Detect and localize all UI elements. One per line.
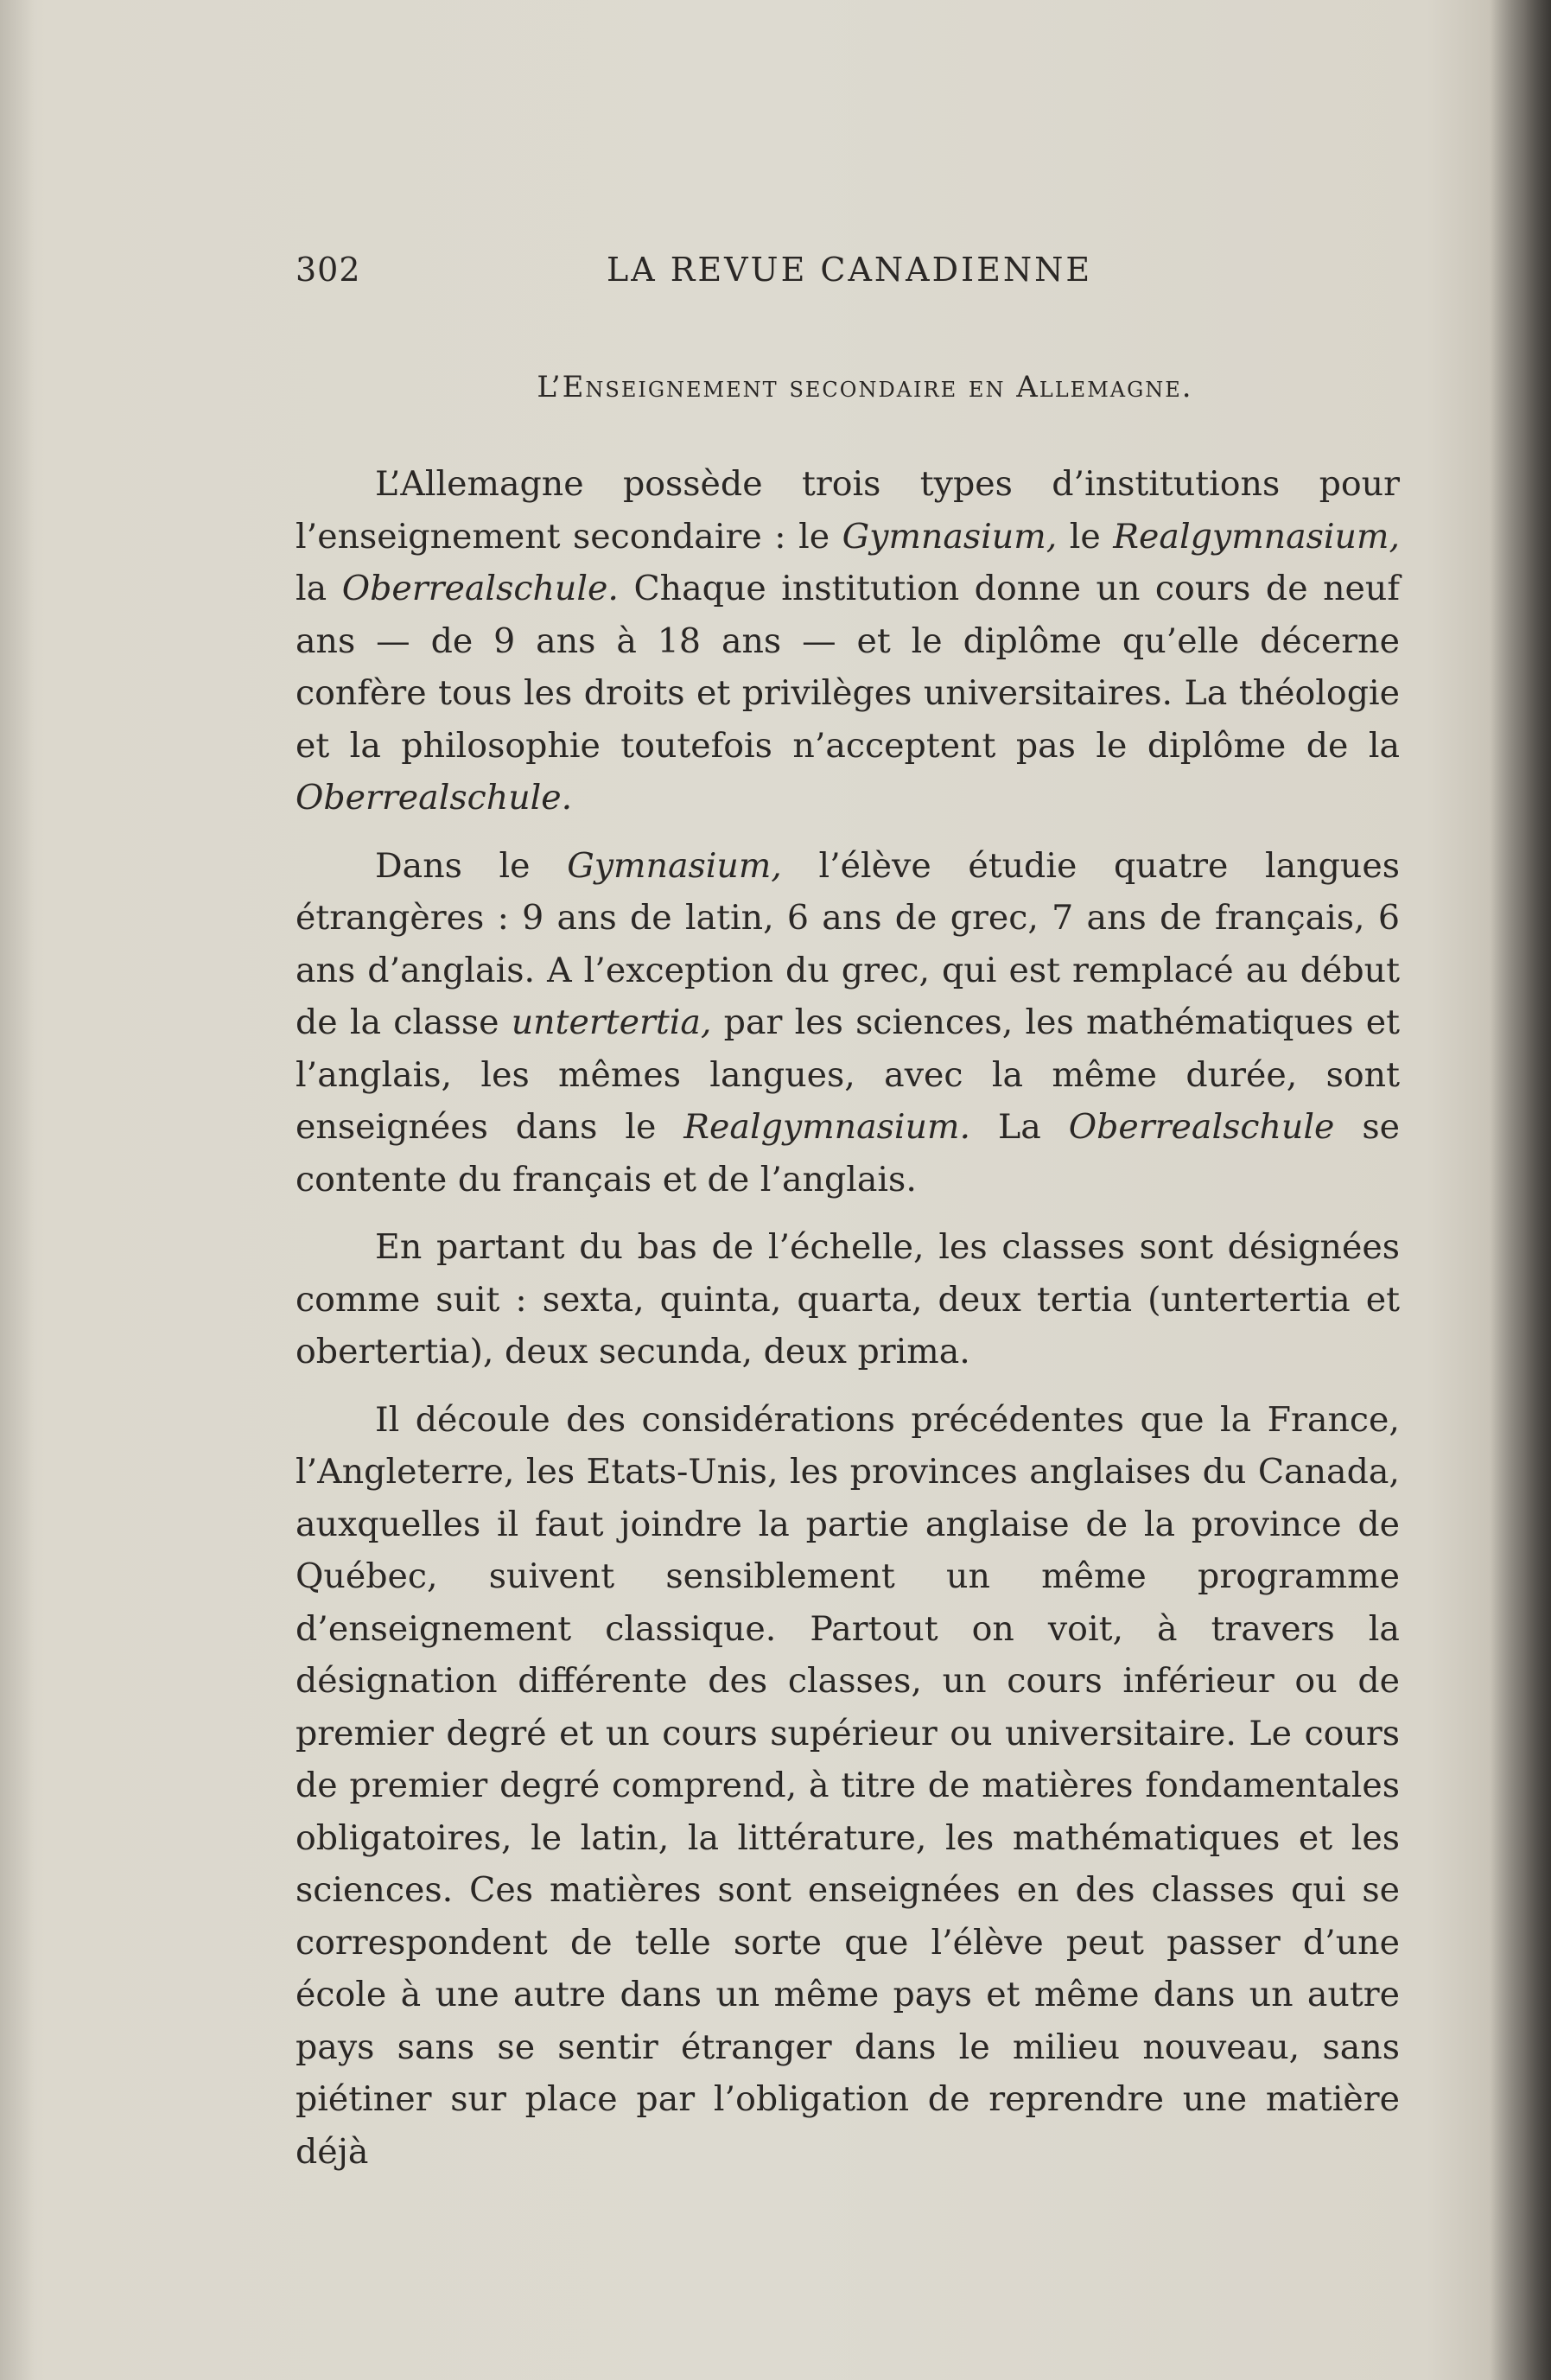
text-run: L’Allemagne possède trois types d’institutions pour l’enseignement secondaire : le	[296, 464, 1400, 557]
page-edge-shadow	[0, 0, 35, 2380]
italic-term: Oberrealschule.	[296, 778, 573, 818]
text-run: la	[296, 569, 342, 608]
article-title: L’Enseignement secondaire en Allemagne.	[537, 370, 1193, 404]
italic-term: Oberrealschule.	[341, 569, 619, 608]
page-number: 302	[296, 251, 361, 289]
italic-term: untertertia,	[511, 1002, 712, 1042]
text-run: l’élève étudie quatre langues étrangères : 9 ans de latin, 6 ans de grec, 7 ans de français, 6 ans d’anglais. A l’exception du grec, qui est remplacé au début de la classe	[296, 845, 1400, 1042]
paragraph-3: En partant du bas de l’échelle, les classes sont désignées comme suit : sexta, quinta, quarta, deux tertia (untertertia et obertertia), deux secunda, deux prima.	[296, 1227, 1400, 1371]
italic-term: Gymnasium,	[567, 845, 782, 886]
italic-term: Oberrealschule	[1068, 1107, 1335, 1147]
italic-term: Realgymnasium,	[1113, 516, 1400, 557]
binding-shadow	[1491, 0, 1551, 2380]
text-run: Chaque institution donne un cours de neuf ans — de 9 ans à 18 ans — et le diplôme qu’elle décerne confère tous les droits et privilèges universitaires. La théologie et la philosophie toutefois n’acceptent pas le diplôme de la	[296, 569, 1400, 766]
italic-term: Gymnasium,	[842, 516, 1058, 557]
paragraph-2	[296, 840, 1400, 1206]
text-run: Dans le	[375, 845, 568, 886]
text-run: La	[970, 1107, 1069, 1147]
paragraph-1	[296, 458, 1400, 824]
text-run: se contente du français et de l’anglais.	[296, 1107, 1400, 1200]
paragraph-4: Il découle des considérations précédentes que la France, l’Angleterre, les Etats-Unis, les provinces anglaises du Canada, auxquelles il faut joindre la partie anglaise de la province de Québec, suivent sensiblement un même programme d’enseignement classique. Partout on voit, à travers la désignation différente des classes, un cours inférieur ou de premier degré et un cours supérieur ou universitaire. Le cours de premier degré comprend, à titre de matières fondamentales obligatoires, le latin, la littérature, les mathématiques et les sciences. Ces matières sont enseignées en des classes qui se correspondent de telle sorte que l’élève peut passer d’une école à une autre dans un même pays et même dans un autre pays sans se sentir étranger dans le milieu nouveau, sans piétiner sur place par l’obligation de reprendre une matière déjà	[296, 1399, 1400, 2172]
text-run: le	[1057, 516, 1114, 557]
journal-title: LA REVUE CANADIENNE	[607, 251, 1093, 289]
text-run: par les sciences, les mathématiques et l’anglais, les mêmes langues, avec la même durée, sont enseignées dans le	[296, 1002, 1401, 1147]
running-head	[296, 251, 1400, 302]
italic-term: Realgymnasium.	[683, 1107, 970, 1147]
text-block	[296, 251, 1400, 2193]
